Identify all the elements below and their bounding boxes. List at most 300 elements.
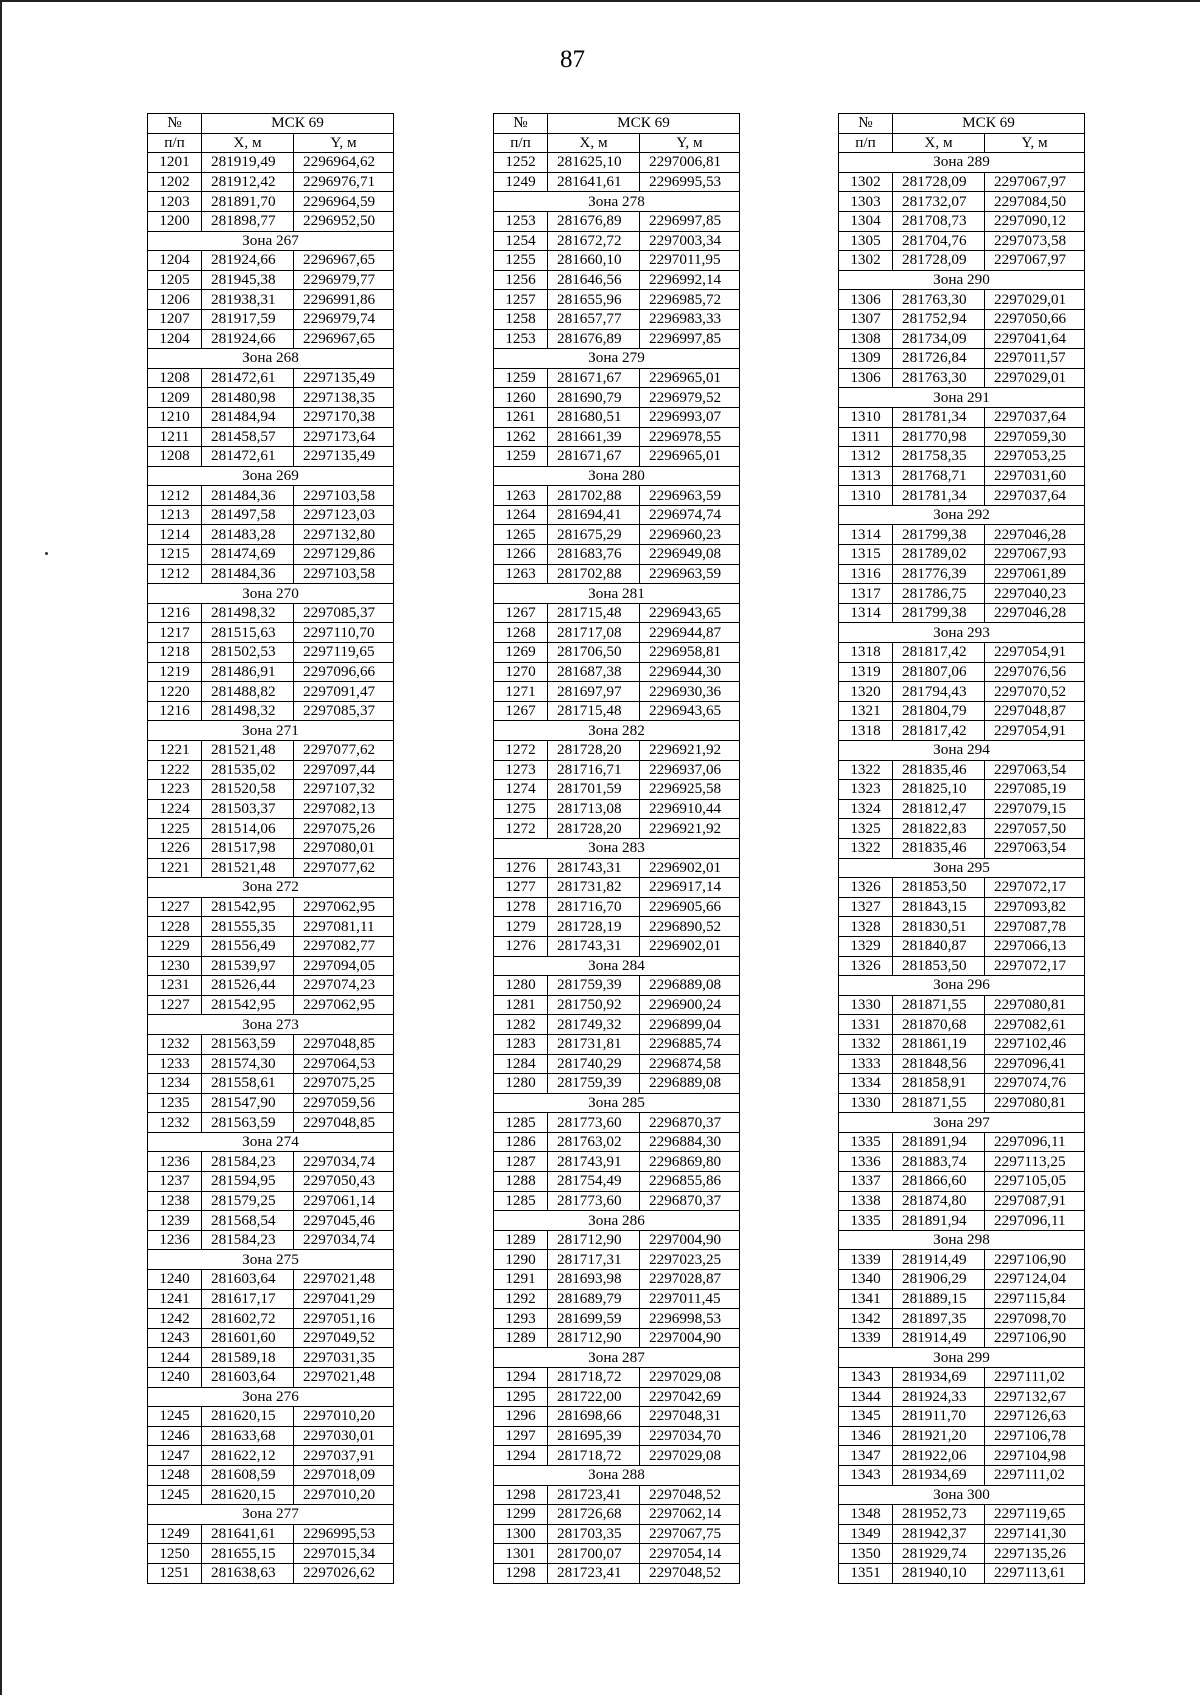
y-coordinate: 2296889,08: [640, 976, 740, 996]
point-number: 1330: [839, 1093, 893, 1113]
point-number: 1212: [148, 486, 202, 506]
x-coordinate: 281752,94: [893, 309, 985, 329]
point-number: 1227: [148, 995, 202, 1015]
y-coordinate: 2297087,91: [985, 1191, 1085, 1211]
x-coordinate: 281716,70: [548, 897, 640, 917]
point-number: 1287: [494, 1152, 548, 1172]
x-coordinate: 281589,18: [202, 1348, 294, 1368]
table-row: [148, 1485, 394, 1505]
x-coordinate: 281732,07: [893, 192, 985, 212]
x-coordinate: 281874,80: [893, 1191, 985, 1211]
point-number: 1321: [839, 701, 893, 721]
x-coordinate: 281498,32: [202, 701, 294, 721]
y-coordinate: 2297040,23: [985, 584, 1085, 604]
table-row: [839, 211, 1085, 231]
y-coordinate: 2297123,03: [294, 505, 394, 525]
point-number: 1201: [148, 153, 202, 173]
point-number: 1303: [839, 192, 893, 212]
y-coordinate: 2297135,26: [985, 1544, 1085, 1564]
y-coordinate: 2296965,01: [640, 447, 740, 467]
point-number: 1288: [494, 1172, 548, 1192]
x-coordinate: 281889,15: [893, 1289, 985, 1309]
table-row: [839, 1446, 1085, 1466]
zone-row: [494, 838, 740, 858]
table-row: [148, 192, 394, 212]
y-coordinate: 2296995,53: [640, 172, 740, 192]
table-row: [839, 1250, 1085, 1270]
header-row-bottom: [839, 133, 1085, 153]
table-row: [494, 741, 740, 761]
point-number: 1333: [839, 1054, 893, 1074]
zone-label: Зона 290: [839, 270, 1085, 290]
y-coordinate: 2296995,53: [294, 1524, 394, 1544]
y-coordinate: 2297028,87: [640, 1270, 740, 1290]
point-number: 1207: [148, 309, 202, 329]
zone-row: [494, 1211, 740, 1231]
zone-row: [494, 1348, 740, 1368]
y-coordinate: 2296937,06: [640, 760, 740, 780]
x-coordinate: 281699,59: [548, 1309, 640, 1329]
x-coordinate: 281655,96: [548, 290, 640, 310]
x-coordinate: 281799,38: [893, 525, 985, 545]
y-coordinate: 2296965,01: [640, 368, 740, 388]
x-coordinate: 281539,97: [202, 956, 294, 976]
x-coordinate: 281625,10: [548, 153, 640, 173]
x-coordinate: 281919,49: [202, 153, 294, 173]
point-number: 1223: [148, 780, 202, 800]
table-row: [148, 662, 394, 682]
x-coordinate: 281484,36: [202, 486, 294, 506]
table-row: [494, 407, 740, 427]
y-coordinate: 2297054,14: [640, 1544, 740, 1564]
y-coordinate: 2297023,25: [640, 1250, 740, 1270]
zone-label: Зона 292: [839, 505, 1085, 525]
table-row: [839, 1505, 1085, 1525]
table-row: [494, 1328, 740, 1348]
table-row: [148, 897, 394, 917]
point-number: 1331: [839, 1015, 893, 1035]
table-row: [494, 1034, 740, 1054]
y-coordinate: 2297048,85: [294, 1113, 394, 1133]
y-coordinate: 2297042,69: [640, 1387, 740, 1407]
zone-label: Зона 280: [494, 466, 740, 486]
point-number: 1276: [494, 936, 548, 956]
x-coordinate: 281898,77: [202, 211, 294, 231]
y-coordinate: 2296930,36: [640, 682, 740, 702]
zone-row: [839, 270, 1085, 290]
table-row: [494, 172, 740, 192]
table-row: [839, 1368, 1085, 1388]
y-coordinate: 2296976,71: [294, 172, 394, 192]
point-number: 1302: [839, 172, 893, 192]
x-coordinate: 281718,72: [548, 1368, 640, 1388]
x-coordinate: 281700,07: [548, 1544, 640, 1564]
point-number: 1258: [494, 309, 548, 329]
point-number: 1253: [494, 329, 548, 349]
point-number: 1301: [494, 1544, 548, 1564]
table-row: [494, 995, 740, 1015]
table-row: [148, 1093, 394, 1113]
point-number: 1270: [494, 662, 548, 682]
x-coordinate: 281924,66: [202, 251, 294, 271]
point-number: 1336: [839, 1152, 893, 1172]
y-coordinate: 2297077,62: [294, 858, 394, 878]
point-number: 1285: [494, 1113, 548, 1133]
point-number: 1294: [494, 1368, 548, 1388]
zone-row: [148, 1505, 394, 1525]
x-coordinate: 281697,97: [548, 682, 640, 702]
table-row: [839, 878, 1085, 898]
point-number: 1302: [839, 251, 893, 271]
point-number: 1216: [148, 701, 202, 721]
x-coordinate: 281853,50: [893, 878, 985, 898]
zone-label: Зона 283: [494, 838, 740, 858]
y-coordinate: 2297106,90: [985, 1328, 1085, 1348]
x-coordinate: 281938,31: [202, 290, 294, 310]
y-coordinate: 2297115,84: [985, 1289, 1085, 1309]
point-number: 1203: [148, 192, 202, 212]
point-number: 1279: [494, 917, 548, 937]
y-coordinate: 2297029,01: [985, 368, 1085, 388]
x-coordinate: 281535,02: [202, 760, 294, 780]
zone-label: Зона 293: [839, 623, 1085, 643]
table-row: [494, 682, 740, 702]
point-number: 1221: [148, 741, 202, 761]
point-number: 1208: [148, 368, 202, 388]
table-row: [148, 388, 394, 408]
table-row: [839, 897, 1085, 917]
table-row: [494, 1250, 740, 1270]
x-coordinate: 281883,74: [893, 1152, 985, 1172]
y-coordinate: 2297004,90: [640, 1328, 740, 1348]
y-coordinate: 2297050,66: [985, 309, 1085, 329]
table-row: [839, 584, 1085, 604]
table-row: [148, 290, 394, 310]
y-coordinate: 2297081,11: [294, 917, 394, 937]
y-coordinate: 2296870,37: [640, 1191, 740, 1211]
table-row: [494, 211, 740, 231]
x-coordinate: 281870,68: [893, 1015, 985, 1035]
point-number: 1284: [494, 1054, 548, 1074]
table-row: [839, 1074, 1085, 1094]
point-number: 1245: [148, 1485, 202, 1505]
x-coordinate: 281687,38: [548, 662, 640, 682]
point-number: 1296: [494, 1407, 548, 1427]
x-coordinate: 281817,42: [893, 721, 985, 741]
table-row: [494, 329, 740, 349]
x-coordinate: 281731,81: [548, 1034, 640, 1054]
x-coordinate: 281912,42: [202, 172, 294, 192]
x-coordinate: 281717,08: [548, 623, 640, 643]
x-coordinate: 281723,41: [548, 1563, 640, 1583]
point-number: 1346: [839, 1426, 893, 1446]
point-number: 1294: [494, 1446, 548, 1466]
zone-label: Зона 289: [839, 153, 1085, 173]
x-coordinate: 281843,15: [893, 897, 985, 917]
x-coordinate: 281503,37: [202, 799, 294, 819]
zone-label: Зона 276: [148, 1387, 394, 1407]
y-coordinate: 2297129,86: [294, 545, 394, 565]
table-row: [839, 603, 1085, 623]
x-coordinate: 281675,29: [548, 525, 640, 545]
x-coordinate: 281594,95: [202, 1172, 294, 1192]
y-coordinate: 2297075,26: [294, 819, 394, 839]
point-number: 1347: [839, 1446, 893, 1466]
x-coordinate: 281693,98: [548, 1270, 640, 1290]
point-number: 1210: [148, 407, 202, 427]
table-row: [839, 917, 1085, 937]
zone-row: [839, 1485, 1085, 1505]
x-coordinate: 281660,10: [548, 251, 640, 271]
x-coordinate: 281655,15: [202, 1544, 294, 1564]
y-coordinate: 2296921,92: [640, 741, 740, 761]
x-coordinate: 281498,32: [202, 603, 294, 623]
x-coordinate: 281617,17: [202, 1289, 294, 1309]
point-number: 1298: [494, 1563, 548, 1583]
x-coordinate: 281781,34: [893, 486, 985, 506]
table-row: [839, 1034, 1085, 1054]
x-coordinate: 281620,15: [202, 1407, 294, 1427]
y-coordinate: 2297072,17: [985, 878, 1085, 898]
x-coordinate: 281871,55: [893, 1093, 985, 1113]
x-coordinate: 281676,89: [548, 329, 640, 349]
point-number: 1300: [494, 1524, 548, 1544]
x-coordinate: 281683,76: [548, 545, 640, 565]
zone-label: Зона 285: [494, 1093, 740, 1113]
table-row: [494, 1230, 740, 1250]
y-coordinate: 2297057,50: [985, 819, 1085, 839]
y-coordinate: 2296949,08: [640, 545, 740, 565]
point-number: 1277: [494, 878, 548, 898]
header-y-meters: Y, м: [294, 133, 394, 153]
point-number: 1322: [839, 760, 893, 780]
y-coordinate: 2296979,77: [294, 270, 394, 290]
zone-label: Зона 297: [839, 1113, 1085, 1133]
table-row: [494, 662, 740, 682]
x-coordinate: 281472,61: [202, 447, 294, 467]
x-coordinate: 281547,90: [202, 1093, 294, 1113]
y-coordinate: 2297051,16: [294, 1309, 394, 1329]
table-row: [494, 1544, 740, 1564]
x-coordinate: 281515,63: [202, 623, 294, 643]
x-coordinate: 281716,71: [548, 760, 640, 780]
x-coordinate: 281945,38: [202, 270, 294, 290]
table-row: [839, 799, 1085, 819]
x-coordinate: 281952,73: [893, 1505, 985, 1525]
zone-row: [839, 505, 1085, 525]
table-row: [148, 838, 394, 858]
zone-label: Зона 298: [839, 1230, 1085, 1250]
page-left-edge: [0, 0, 2, 1695]
table-row: [494, 290, 740, 310]
table-row: [148, 1270, 394, 1290]
x-coordinate: 281914,49: [893, 1250, 985, 1270]
y-coordinate: 2296905,66: [640, 897, 740, 917]
y-coordinate: 2297054,91: [985, 721, 1085, 741]
y-coordinate: 2297113,25: [985, 1152, 1085, 1172]
header-item-number: п/п: [494, 133, 548, 153]
point-number: 1305: [839, 231, 893, 251]
y-coordinate: 2297067,97: [985, 251, 1085, 271]
x-coordinate: 281743,31: [548, 936, 640, 956]
x-coordinate: 281483,28: [202, 525, 294, 545]
point-number: 1338: [839, 1191, 893, 1211]
point-number: 1267: [494, 701, 548, 721]
table-row: [148, 486, 394, 506]
table-row: [494, 1505, 740, 1525]
zone-label: Зона 288: [494, 1465, 740, 1485]
table-row: [839, 1544, 1085, 1564]
x-coordinate: 281671,67: [548, 447, 640, 467]
point-number: 1310: [839, 407, 893, 427]
x-coordinate: 281921,20: [893, 1426, 985, 1446]
table-row: [148, 1426, 394, 1446]
x-coordinate: 281556,49: [202, 936, 294, 956]
table-row: [494, 858, 740, 878]
point-number: 1264: [494, 505, 548, 525]
table-row: [148, 1230, 394, 1250]
table-row: [148, 505, 394, 525]
x-coordinate: 281480,98: [202, 388, 294, 408]
header-coordinate-system: МСК 69: [202, 114, 394, 134]
x-coordinate: 281840,87: [893, 936, 985, 956]
x-coordinate: 281521,48: [202, 858, 294, 878]
x-coordinate: 281723,41: [548, 1485, 640, 1505]
table-row: [494, 388, 740, 408]
table-row: [494, 878, 740, 898]
point-number: 1249: [494, 172, 548, 192]
x-coordinate: 281830,51: [893, 917, 985, 937]
y-coordinate: 2297096,41: [985, 1054, 1085, 1074]
table-row: [494, 701, 740, 721]
table-row: [839, 1387, 1085, 1407]
y-coordinate: 2297015,34: [294, 1544, 394, 1564]
x-coordinate: 281701,59: [548, 780, 640, 800]
x-coordinate: 281568,54: [202, 1211, 294, 1231]
zone-row: [148, 466, 394, 486]
x-coordinate: 281817,42: [893, 643, 985, 663]
table-row: [839, 1426, 1085, 1446]
x-coordinate: 281703,35: [548, 1524, 640, 1544]
zone-row: [148, 1387, 394, 1407]
table-row: [148, 329, 394, 349]
point-number: 1335: [839, 1211, 893, 1231]
table-row: [494, 936, 740, 956]
table-row: [148, 1407, 394, 1427]
y-coordinate: 2297011,45: [640, 1289, 740, 1309]
point-number: 1334: [839, 1074, 893, 1094]
x-coordinate: 281758,35: [893, 447, 985, 467]
x-coordinate: 281861,19: [893, 1034, 985, 1054]
zone-row: [148, 1132, 394, 1152]
point-number: 1290: [494, 1250, 548, 1270]
zone-label: Зона 267: [148, 231, 394, 251]
y-coordinate: 2297085,37: [294, 701, 394, 721]
table-row: [839, 1524, 1085, 1544]
table-row: [148, 623, 394, 643]
x-coordinate: 281858,91: [893, 1074, 985, 1094]
table-row: [148, 603, 394, 623]
y-coordinate: 2296874,58: [640, 1054, 740, 1074]
x-coordinate: 281866,60: [893, 1172, 985, 1192]
x-coordinate: 281763,30: [893, 368, 985, 388]
point-number: 1251: [148, 1563, 202, 1583]
y-coordinate: 2297048,87: [985, 701, 1085, 721]
x-coordinate: 281891,70: [202, 192, 294, 212]
header-number-sign: №: [494, 114, 548, 134]
x-coordinate: 281728,20: [548, 741, 640, 761]
table-row: [494, 1309, 740, 1329]
y-coordinate: 2297059,56: [294, 1093, 394, 1113]
table-row: [148, 1172, 394, 1192]
point-number: 1286: [494, 1132, 548, 1152]
y-coordinate: 2297031,60: [985, 466, 1085, 486]
y-coordinate: 2297106,78: [985, 1426, 1085, 1446]
point-number: 1235: [148, 1093, 202, 1113]
point-number: 1245: [148, 1407, 202, 1427]
y-coordinate: 2297048,31: [640, 1407, 740, 1427]
zone-row: [839, 1348, 1085, 1368]
point-number: 1309: [839, 349, 893, 369]
y-coordinate: 2296899,04: [640, 1015, 740, 1035]
y-coordinate: 2297034,74: [294, 1230, 394, 1250]
table-row: [839, 192, 1085, 212]
x-coordinate: 281713,08: [548, 799, 640, 819]
point-number: 1267: [494, 603, 548, 623]
x-coordinate: 281706,50: [548, 643, 640, 663]
x-coordinate: 281698,66: [548, 1407, 640, 1427]
zone-label: Зона 277: [148, 1505, 394, 1525]
table-row: [494, 897, 740, 917]
point-number: 1252: [494, 153, 548, 173]
x-coordinate: 281542,95: [202, 897, 294, 917]
y-coordinate: 2297037,91: [294, 1446, 394, 1466]
table-row: [839, 1211, 1085, 1231]
table-row: [839, 819, 1085, 839]
y-coordinate: 2297011,57: [985, 349, 1085, 369]
table-row: [148, 1328, 394, 1348]
point-number: 1227: [148, 897, 202, 917]
point-number: 1283: [494, 1034, 548, 1054]
table-row: [494, 1426, 740, 1446]
table-row: [148, 1054, 394, 1074]
point-number: 1239: [148, 1211, 202, 1231]
table-row: [148, 701, 394, 721]
y-coordinate: 2296998,53: [640, 1309, 740, 1329]
point-number: 1273: [494, 760, 548, 780]
table-row: [839, 1563, 1085, 1583]
x-coordinate: 281731,82: [548, 878, 640, 898]
point-number: 1350: [839, 1544, 893, 1564]
x-coordinate: 281770,98: [893, 427, 985, 447]
point-number: 1205: [148, 270, 202, 290]
y-coordinate: 2297011,95: [640, 251, 740, 271]
y-coordinate: 2296889,08: [640, 1074, 740, 1094]
x-coordinate: 281689,79: [548, 1289, 640, 1309]
table-row: [148, 780, 394, 800]
y-coordinate: 2297084,50: [985, 192, 1085, 212]
table-row: [494, 1485, 740, 1505]
point-number: 1343: [839, 1368, 893, 1388]
y-coordinate: 2296917,14: [640, 878, 740, 898]
point-number: 1337: [839, 1172, 893, 1192]
coordinates-table-3: [838, 113, 1085, 1584]
point-number: 1265: [494, 525, 548, 545]
point-number: 1318: [839, 721, 893, 741]
table-row: [148, 1446, 394, 1466]
table-row: [494, 1074, 740, 1094]
table-row: [494, 603, 740, 623]
